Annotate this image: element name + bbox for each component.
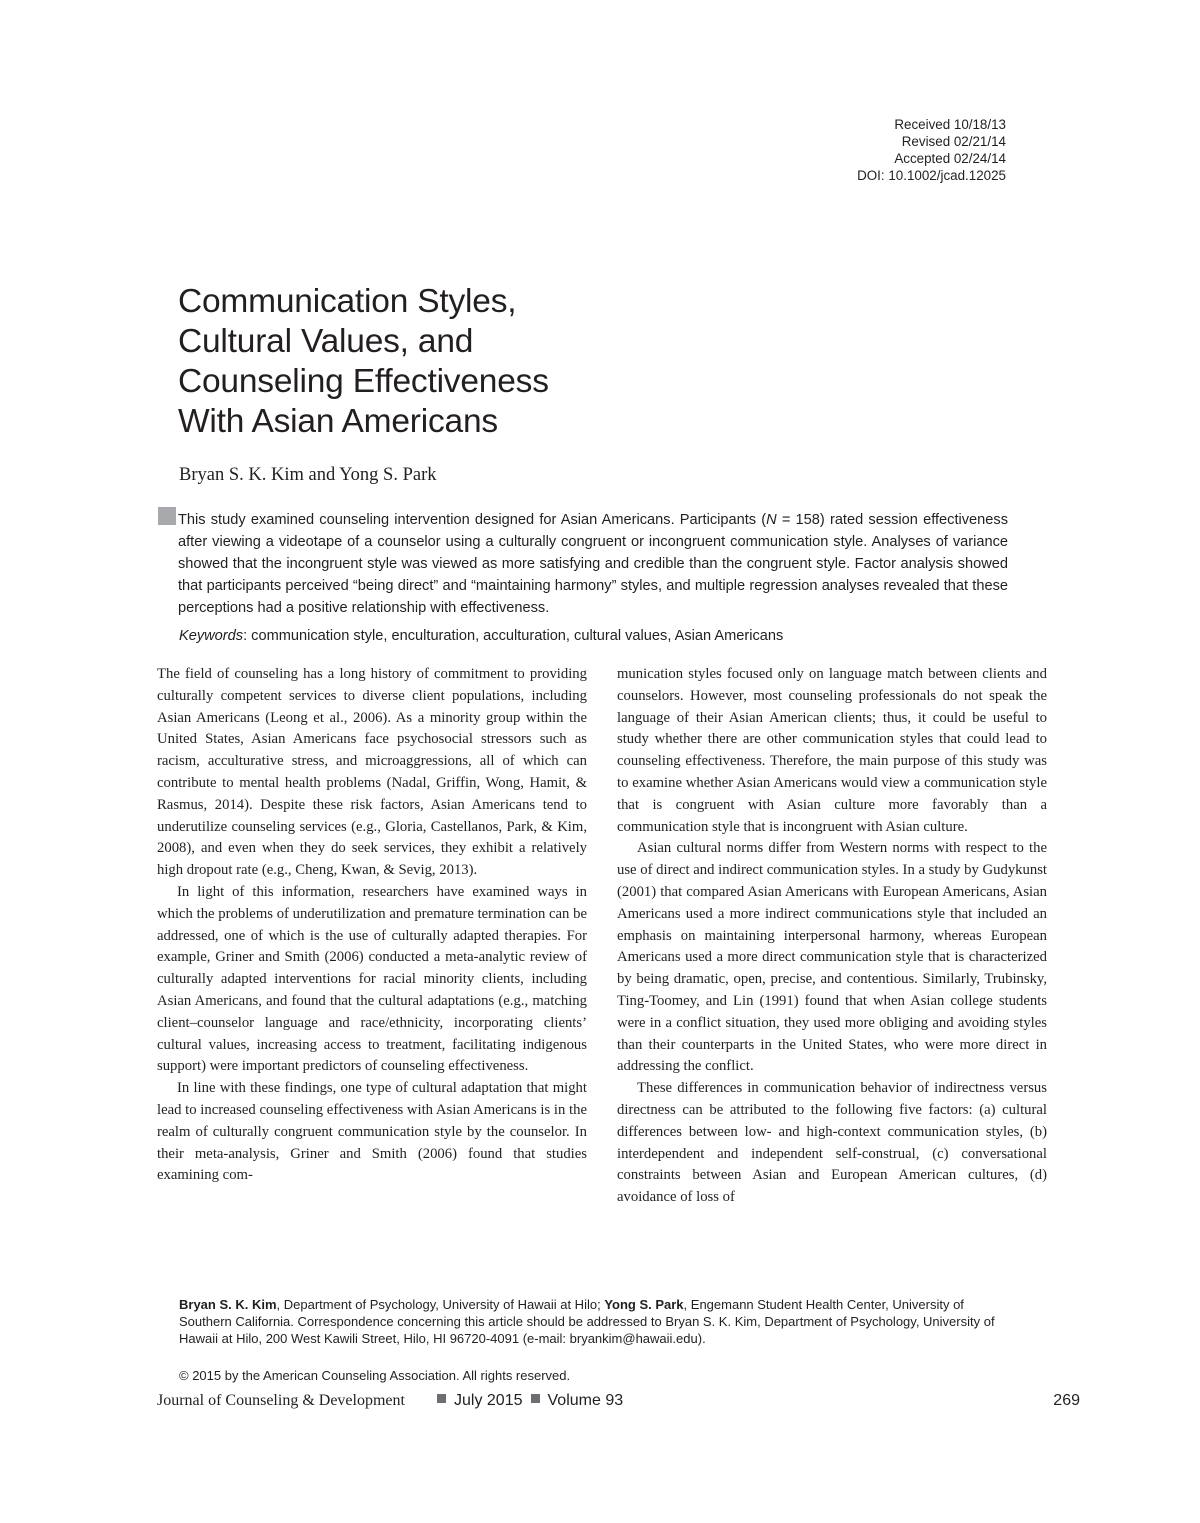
- sample-size-symbol: N: [766, 512, 777, 528]
- accepted-date: Accepted 02/24/14: [894, 151, 1006, 166]
- body-paragraph: The field of counseling has a long history of commitment to providing culturally competent services to diverse client populations, including Asian Americans (Leong et al., 2006). As a minority group within the United States, Asian Americans face psychosocial stressors such as racism, acculturative stress, and microaggressions, all of which can contribute to mental health problems (Nadal, Griffin, Wong, Hamit, & Rasmus, 2014). Despite these risk factors, Asian Americans tend to underutilize counseling services (e.g., Gloria, Castellanos, Park, & Kim, 2008), and even when they do seek services, they exhibit a relatively high dropout rate (e.g., Cheng, Kwan, & Sevig, 2013).: [157, 666, 587, 879]
- page-footer: [157, 1392, 1080, 1416]
- footnote-author-name: Yong S. Park: [604, 1297, 684, 1312]
- body-paragraph: These differences in communication behavior of indirectness versus directness can be attributed to the following five factors: (a) cultural differences between low- and high-context communication styles, (b) interdependent and independent self-construal, (c) conversational constraints between Asian and European American cultures, (d) avoidance of loss of: [617, 1080, 1047, 1206]
- received-date: Received 10/18/13: [894, 117, 1006, 132]
- body-paragraph: In line with these findings, one type of cultural adaptation that might lead to increased counseling effectiveness with Asian Americans is in the realm of culturally congruent communication style by the counselor. In their meta-analysis, Griner and Smith (2006) found that studies examining com-: [157, 1080, 587, 1184]
- keywords-list: : communication style, enculturation, acculturation, cultural values, Asian Americans: [243, 628, 784, 644]
- abstract-text: This study examined counseling intervention designed for Asian Americans. Participants (: [178, 512, 767, 528]
- body-column-left: [157, 664, 587, 1187]
- abstract-marker: [158, 507, 176, 525]
- issue-info: [429, 1392, 623, 1410]
- body-paragraph: In light of this information, researchers have examined ways in which the problems of underutilization and premature termination can be addressed, one of which is the use of culturally adapted therapies. For example, Griner and Smith (2006) conducted a meta-analytic review of culturally adapted interventions for racial minority clients, including Asian Americans, and found that the cultural adaptations (e.g., matching client–counselor language and race/ethnicity, incorporating clients’ cultural values, increasing access to treatment, facilitating indigenous support) were important predictors of counseling effectiveness.: [157, 883, 587, 1075]
- issue-date: July 2015: [454, 1392, 523, 1409]
- article-title: [178, 282, 818, 442]
- footnote-affiliation: , Department of Psychology, University of Hawaii at Hilo;: [276, 1297, 605, 1312]
- author-footnote: [179, 1296, 1009, 1347]
- article-history: [706, 116, 1006, 184]
- keywords: [179, 628, 1009, 644]
- footnote-affiliation: , Engemann Student Health Center, University of Southern California. Correspondence concerning this article should be addressed to Bryan S. K. Kim, Department of Psychology, University of Hawaii at Hilo, 200 West Kawili Street, Hilo, HI 96720-4091 (e-mail: bryankim@hawaii.edu).: [179, 1297, 995, 1346]
- title-line: Counseling Effectiveness: [178, 363, 549, 400]
- body-column-right: [617, 664, 1047, 1209]
- copyright-notice: © 2015 by the American Counseling Association. All rights reserved.: [179, 1368, 571, 1383]
- square-bullet-icon: [437, 1394, 446, 1403]
- footnote-author-name: Bryan S. K. Kim: [179, 1297, 277, 1312]
- square-bullet-icon: [531, 1394, 540, 1403]
- abstract-text: = 158) rated session effectiveness after viewing a videotape of a counselor using a culturally congruent or incongruent communication style. Analyses of variance showed that the incongruent style was viewed as more satisfying and credible than the congruent style. Factor analysis showed that participants perceived “being direct” and “maintaining harmony” styles, and multiple regression analyses revealed that these perceptions had a positive relationship with effectiveness.: [178, 512, 1008, 616]
- revised-date: Revised 02/21/14: [901, 134, 1006, 149]
- page-number: 269: [1053, 1392, 1080, 1409]
- doi[interactable]: DOI: 10.1002/jcad.12025: [857, 168, 1006, 183]
- author-list: Bryan S. K. Kim and Yong S. Park: [179, 465, 437, 485]
- title-line: Cultural Values, and: [178, 323, 474, 360]
- title-line: With Asian Americans: [178, 403, 498, 440]
- volume-number: Volume 93: [547, 1392, 624, 1409]
- body-paragraph: munication styles focused only on language match between clients and counselors. However, most counseling professionals do not speak the language of their Asian American clients; thus, it could be useful to study whether there are other communication styles that could lead to counseling effectiveness. Therefore, the main purpose of this study was to examine whether Asian Americans would view a communication style that is congruent with Asian culture more favorably than a communication style that is incongruent with Asian culture.: [617, 666, 1047, 835]
- body-paragraph: Asian cultural norms differ from Western norms with respect to the use of direct and indirect communication styles. In a study by Gudykunst (2001) that compared Asian Americans with European Americans, Asian Americans used a more indirect communications style that included an emphasis on maintaining interpersonal harmony, whereas European Americans used a more direct communication style that is characterized by being dramatic, open, precise, and contentious. Similarly, Trubinsky, Ting-Toomey, and Lin (1991) found that when Asian college students were in a conflict situation, they used more obliging and avoiding styles than their counterparts in the United States, who were more direct in addressing the conflict.: [617, 840, 1047, 1075]
- journal-name: Journal of Counseling & Development: [157, 1392, 405, 1409]
- abstract: [178, 509, 1008, 619]
- title-line: Communication Styles,: [178, 283, 517, 320]
- keywords-label: Keywords: [179, 628, 244, 644]
